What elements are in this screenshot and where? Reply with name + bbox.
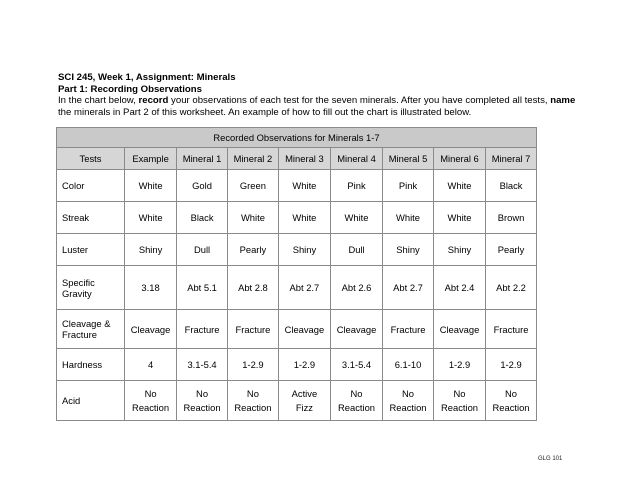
table-row-acid bbox=[57, 381, 537, 421]
column-header: Mineral 7 bbox=[486, 148, 537, 170]
row-label bbox=[57, 310, 125, 349]
table-cell: Cleavage bbox=[433, 310, 485, 349]
table-cell: White bbox=[278, 202, 330, 234]
table-cell: Cleavage bbox=[125, 310, 177, 349]
table-cell: Abt 2.2 bbox=[486, 266, 537, 310]
row-label: Hardness bbox=[57, 349, 125, 381]
table-cell: White bbox=[330, 202, 382, 234]
part-heading: Part 1: Recording Observations bbox=[58, 83, 202, 95]
cell-line: Reaction bbox=[234, 401, 272, 413]
table-cell: White bbox=[433, 170, 485, 202]
table-cell: 1-2.9 bbox=[433, 349, 485, 381]
table-cell: Abt 2.4 bbox=[433, 266, 485, 310]
table-cell: Abt 2.8 bbox=[227, 266, 278, 310]
table-cell: Cleavage bbox=[330, 310, 382, 349]
table-cell: White bbox=[383, 202, 434, 234]
cell-line: Fizz bbox=[295, 401, 313, 413]
row-label: Acid bbox=[57, 381, 125, 421]
cell-line: No bbox=[144, 387, 157, 399]
table-cell: 3.1-5.4 bbox=[177, 349, 228, 381]
table-cell: Shiny bbox=[278, 234, 330, 266]
row-label: Color bbox=[57, 170, 125, 202]
table-cell: Shiny bbox=[433, 234, 485, 266]
column-header: Tests bbox=[57, 148, 125, 170]
instructions bbox=[58, 95, 578, 118]
table-cell: Fracture bbox=[383, 310, 434, 349]
table-cell bbox=[486, 381, 537, 421]
table-cell: Fracture bbox=[177, 310, 228, 349]
table-cell: 1-2.9 bbox=[227, 349, 278, 381]
table-cell bbox=[227, 381, 278, 421]
table-cell: White bbox=[227, 202, 278, 234]
column-header: Mineral 1 bbox=[177, 148, 228, 170]
column-header-row bbox=[57, 148, 537, 170]
cell-line: No bbox=[350, 387, 363, 399]
row-label-line: Fracture bbox=[62, 329, 97, 340]
table-cell: 3.1-5.4 bbox=[330, 349, 382, 381]
cell-line: Reaction bbox=[492, 401, 530, 413]
table-row-specific-gravity bbox=[57, 266, 537, 310]
table-cell: White bbox=[125, 170, 177, 202]
observations-table bbox=[56, 127, 537, 421]
page-footer: GLG 101 bbox=[538, 456, 563, 462]
column-header: Mineral 3 bbox=[278, 148, 330, 170]
table-cell: Fracture bbox=[486, 310, 537, 349]
table-cell: 3.18 bbox=[125, 266, 177, 310]
table-cell: Black bbox=[177, 202, 228, 234]
table-cell: Pearly bbox=[486, 234, 537, 266]
column-header: Mineral 6 bbox=[433, 148, 485, 170]
instructions-text-3: the minerals in Part 2 of this worksheet. An example of how to fill out the chart is illustrated below. bbox=[58, 106, 472, 118]
table-cell: Shiny bbox=[125, 234, 177, 266]
table-caption: Recorded Observations for Minerals 1-7 bbox=[57, 128, 537, 148]
instructions-text-2: your observations of each test for the seven minerals. After you have completed all tests, bbox=[168, 95, 551, 106]
column-header: Mineral 2 bbox=[227, 148, 278, 170]
row-label-line: Cleavage & bbox=[62, 318, 111, 329]
cell-line: No bbox=[196, 387, 209, 399]
row-label bbox=[57, 266, 125, 310]
table-cell: 1-2.9 bbox=[486, 349, 537, 381]
table-cell bbox=[278, 381, 330, 421]
table-cell: Abt 2.7 bbox=[278, 266, 330, 310]
cell-line: No bbox=[402, 387, 414, 399]
table-row-streak bbox=[57, 202, 537, 234]
cell-line: Reaction bbox=[132, 401, 170, 413]
column-header: Mineral 4 bbox=[330, 148, 382, 170]
table-cell: 6.1-10 bbox=[383, 349, 434, 381]
cell-line: No bbox=[505, 387, 518, 399]
cell-line: Reaction bbox=[183, 401, 221, 413]
table-row-hardness bbox=[57, 349, 537, 381]
row-label-line: Specific bbox=[62, 276, 95, 288]
table-cell bbox=[177, 381, 228, 421]
row-label: Streak bbox=[57, 202, 125, 234]
table-cell: 1-2.9 bbox=[278, 349, 330, 381]
table-cell: Fracture bbox=[227, 310, 278, 349]
cell-line: Active bbox=[291, 387, 318, 399]
table-cell: Pink bbox=[383, 170, 434, 202]
table-cell bbox=[125, 381, 177, 421]
table-cell: White bbox=[125, 202, 177, 234]
table-cell: Brown bbox=[486, 202, 537, 234]
table-row-cleavage-fracture bbox=[57, 310, 537, 349]
table-caption-row bbox=[57, 128, 537, 148]
instructions-bold-record: record bbox=[138, 95, 169, 106]
table-cell: Black bbox=[486, 170, 537, 202]
assignment-title: SCI 245, Week 1, Assignment: Minerals bbox=[58, 72, 236, 83]
table-cell: Dull bbox=[177, 234, 228, 266]
table-cell: Abt 5.1 bbox=[177, 266, 228, 310]
cell-line: Reaction bbox=[441, 401, 479, 413]
cell-line: No bbox=[246, 387, 259, 399]
table-cell bbox=[383, 381, 434, 421]
column-header: Mineral 5 bbox=[383, 148, 434, 170]
table-row-color bbox=[57, 170, 537, 202]
table-cell: White bbox=[278, 170, 330, 202]
table-cell: White bbox=[433, 202, 485, 234]
table-cell: 4 bbox=[125, 349, 177, 381]
row-label: Luster bbox=[57, 234, 125, 266]
cell-line: Reaction bbox=[338, 401, 376, 413]
cell-line: No bbox=[453, 387, 466, 399]
table-cell: Abt 2.7 bbox=[383, 266, 434, 310]
column-header: Example bbox=[125, 148, 177, 170]
instructions-text-1: In the chart below, bbox=[58, 95, 139, 106]
table-cell: Dull bbox=[330, 234, 382, 266]
table-cell: Green bbox=[227, 170, 278, 202]
table-row-luster bbox=[57, 234, 537, 266]
table-cell: Abt 2.6 bbox=[330, 266, 382, 310]
table-cell: Pink bbox=[330, 170, 382, 202]
cell-line: Reaction bbox=[389, 401, 427, 413]
document-header bbox=[58, 72, 578, 118]
table-cell: Pearly bbox=[227, 234, 278, 266]
table-cell bbox=[330, 381, 382, 421]
instructions-bold-name: name bbox=[550, 95, 576, 106]
table-cell bbox=[433, 381, 485, 421]
row-label-line: Gravity bbox=[62, 287, 92, 299]
table-cell: Shiny bbox=[383, 234, 434, 266]
table-cell: Gold bbox=[177, 170, 228, 202]
table-cell: Cleavage bbox=[278, 310, 330, 349]
